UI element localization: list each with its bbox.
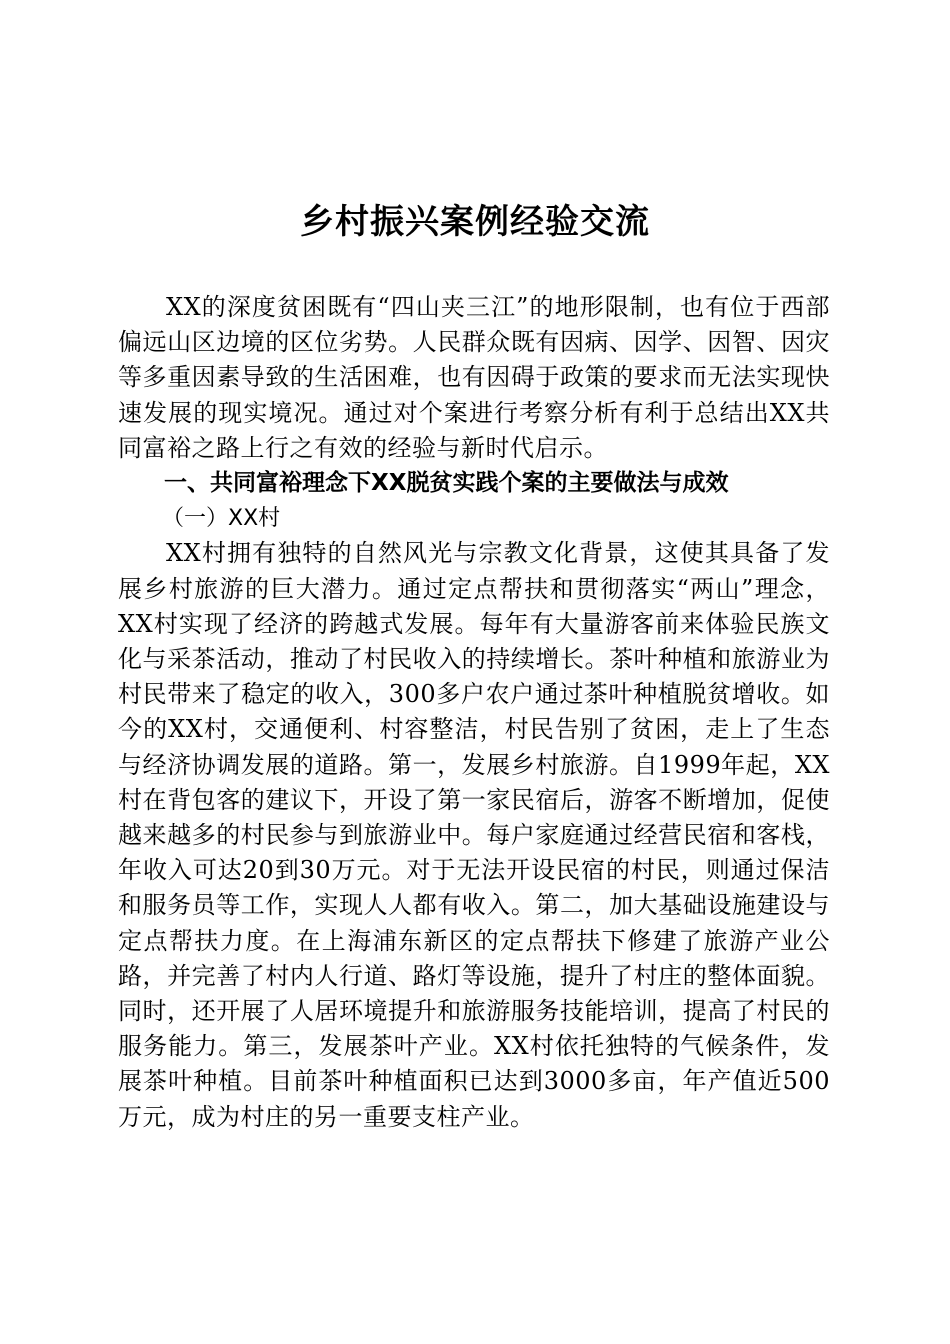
subsection-paragraph: XX村拥有独特的自然风光与宗教文化背景，这使其具备了发展乡村旅游的巨大潜力。通过定点帮扶和贯彻落实“两山”理念，XX村实现了经济的跨越式发展。每年有大量游客前来体验民族文化与采茶活动，推动了村民收入的持续增长。茶叶种植和旅游业为村民带来了稳定的收入，300多户农户通过茶叶种植脱贫增收。如今的XX村，交通便利、村容整洁，村民告别了贫困，走上了生态与经济协调发展的道路。第一，发展乡村旅游。自1999年起，XX村在背包客的建议下，开设了第一家民宿后，游客不断增加，促使越来越多的村民参与到旅游业中。每户家庭通过经营民宿和客栈，年收入可达20到30万元。对于无法开设民宿的村民，则通过保洁和服务员等工作，实现人人都有收入。第二，加大基础设施建设与定点帮扶力度。在上海浦东新区的定点帮扶下修建了旅游产业公路，并完善了村内人行道、路灯等设施，提升了村庄的整体面貌。同时，还开展了人居环境提升和旅游服务技能培训，提高了村民的服务能力。第三，发展茶叶产业。XX村依托独特的气候条件，发展茶叶种植。目前茶叶种植面积已达到3000多亩，年产值近500万元，成为村庄的另一重要支柱产业。 xyxy=(118,539,830,1131)
section-heading: 一、共同富裕理念下XX脱贫实践个案的主要做法与成效 xyxy=(164,470,729,497)
document-body xyxy=(118,290,830,1135)
document-title: 乡村振兴案例经验交流 xyxy=(300,202,650,242)
intro-paragraph: XX的深度贫困既有“四山夹三江”的地形限制，也有位于西部偏远山区边境的区位劣势。人民群众既有因病、因学、因智、因灾等多重因素导致的生活困难，也有因碍于政策的要求而无法实现快速发展的现实境况。通过对个案进行考察分析有利于总结出XX共同富裕之路上行之有效的经验与新时代启示。 xyxy=(118,293,830,462)
subsection-heading: （一）XX村 xyxy=(162,506,281,532)
